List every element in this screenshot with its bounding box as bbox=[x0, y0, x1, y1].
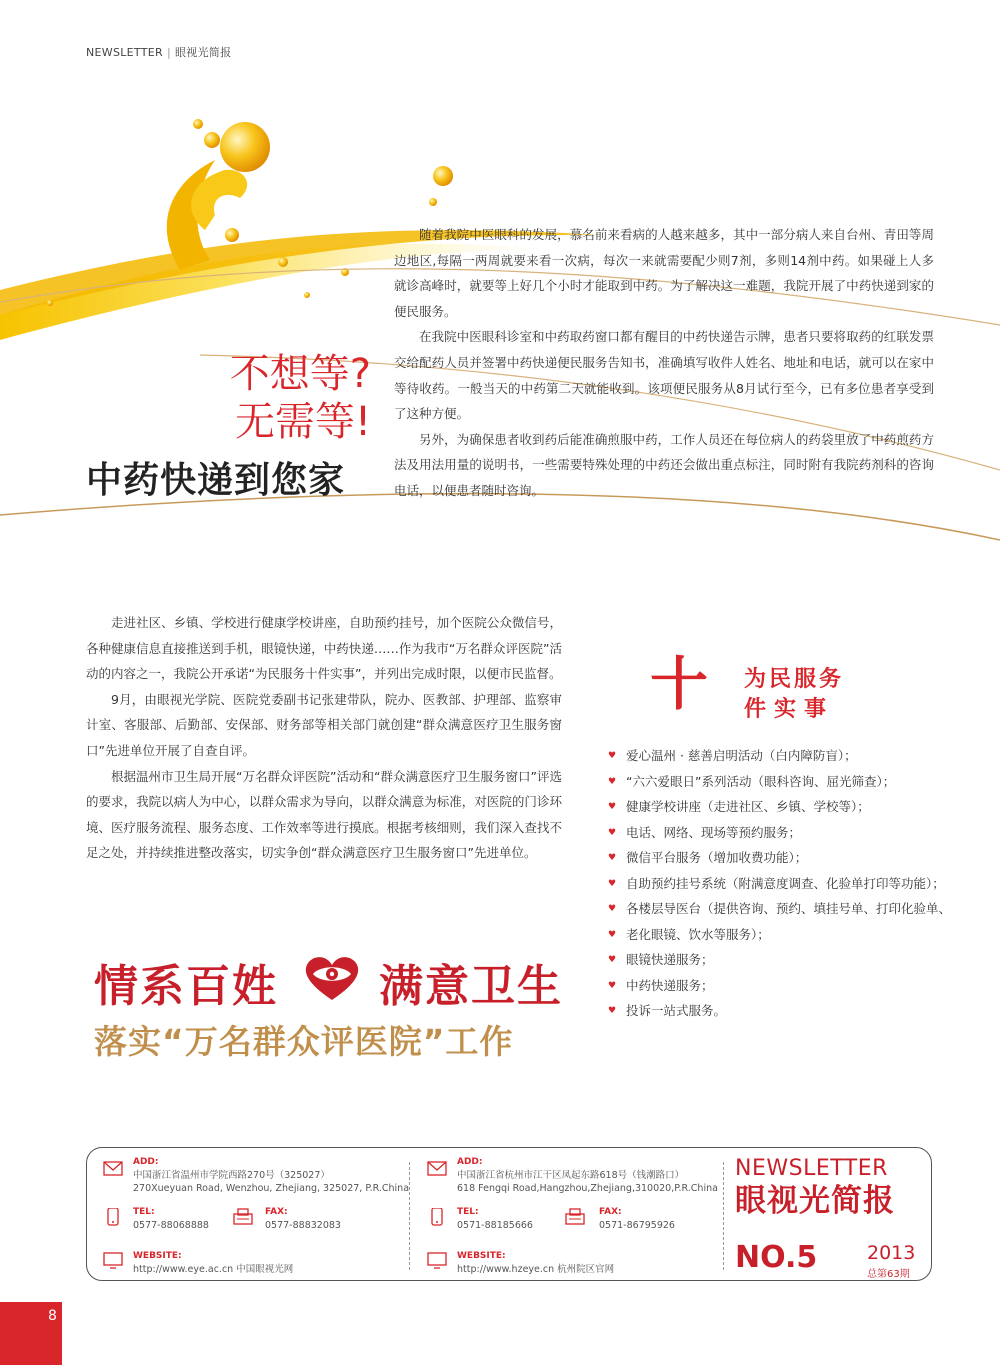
ten-title-line-1: 为民服务 bbox=[744, 667, 845, 692]
ten-title-line-2: 件实事 bbox=[744, 697, 835, 722]
paragraph: 根据温州市卫生局开展“万名群众评医院”活动和“群众满意医疗卫生服务窗口”评选的要求，我院以病人为中心，以群众需求为导向，以群众满意为标准，对医院的门诊环境、医疗服务流程、服务态度、工作效率等进行摸底。根据考核细则，我们深入查找不足之处，并持续推进整改落实，切实争创“群众满意医疗卫生服务窗口”先进单位。 bbox=[86, 768, 562, 861]
paragraph: 9月，由眼视光学院、医院党委副书记张建带队，院办、医教部、护理部、监察审计室、客服部、后勤部、安保部、财务部等相关部门就创建“群众满意医疗卫生服务窗口”先进单位开展了自查自评。 bbox=[86, 691, 562, 758]
heart-bullet-icon: ♥ bbox=[608, 827, 617, 838]
headline-title: 中药快递到您家 bbox=[86, 460, 346, 501]
heart-bullet-icon: ♥ bbox=[608, 904, 617, 914]
running-header bbox=[86, 44, 231, 60]
heart-eye-icon bbox=[302, 954, 362, 1002]
list-item: ♥ 老化眼镜、饮水等服务）； bbox=[608, 924, 968, 950]
ten-services-title bbox=[650, 650, 910, 722]
ten-services-list bbox=[608, 745, 968, 1026]
envelope-icon bbox=[427, 1160, 447, 1178]
paragraph: 随着我院中医眼科的发展，慕名前来看病的人越来越多，其中一部分病人来自台州、青田等周边地区,每隔一两周就要来看一次病，每次一来就需要配少则7剂，多则14剂中药。如果碰上人多就诊高峰时，就要等上好几个小时才能取到中药。为了解决这一难题，我院开展了中药快递到家的便民服务。 bbox=[394, 227, 934, 319]
monitor-icon bbox=[427, 1252, 447, 1270]
header-separator: | bbox=[166, 46, 171, 59]
heart-bullet-icon: ♥ bbox=[608, 776, 617, 787]
contact-footer bbox=[86, 1147, 932, 1281]
footer-website: WEBSITE: http://www.eye.ac.cn 中国眼视光网 bbox=[133, 1251, 294, 1275]
footer-fax: FAX: 0577-88832083 bbox=[265, 1207, 341, 1231]
header-title: 眼视光简报 bbox=[174, 46, 232, 59]
headline-block bbox=[86, 350, 386, 503]
article-herbal-delivery bbox=[394, 222, 934, 504]
banner-subtitle: 落实“万名群众评医院”工作 bbox=[94, 1022, 514, 1061]
brand-title: 眼视光简报 bbox=[735, 1183, 895, 1219]
footer-hangzhou-contacts bbox=[423, 1148, 723, 1282]
list-item: ♥ 眼镜快递服务； bbox=[608, 949, 968, 975]
list-item: ♥ “六六爱眼日”系列活动（眼科咨询、屈光筛查）； bbox=[608, 771, 968, 797]
list-item: ♥ 投诉一站式服务。 bbox=[608, 1000, 968, 1026]
headline-question-2: 无需等! bbox=[234, 399, 371, 445]
heart-bullet-icon: ♥ bbox=[608, 1006, 617, 1016]
footer-wenzhou-contacts bbox=[99, 1148, 409, 1282]
list-item: ♥ 中药快递服务； bbox=[608, 975, 968, 1001]
paragraph: 在我院中医眼科诊室和中药取药窗口都有醒目的中药快递告示牌，患者只要将取药的红联发票交给配药人员并签署中药快递便民服务告知书，准确填写收件人姓名、地址和电话，就可以在家中等待收药。一般当天的中药第二天就能收到。该项便民服务从8月试行至今，已有多位患者享受到了这种方便。 bbox=[394, 329, 934, 422]
fax-icon bbox=[233, 1208, 253, 1226]
heart-bullet-icon: ♥ bbox=[608, 955, 617, 965]
heart-bullet-icon: ♥ bbox=[608, 878, 617, 889]
envelope-icon bbox=[103, 1160, 123, 1178]
header-newsletter: NEWSLETTER bbox=[86, 46, 163, 59]
banner-right-text: 满意卫生 bbox=[379, 961, 563, 1012]
heart-bullet-icon: ♥ bbox=[608, 980, 617, 991]
heart-bullet-icon: ♥ bbox=[608, 751, 617, 761]
list-item: ♥ 自助预约挂号系统（附满意度调查、化验单打印等功能）； bbox=[608, 873, 968, 899]
ten-character: 十 bbox=[650, 650, 709, 718]
heart-bullet-icon: ♥ bbox=[608, 802, 617, 812]
article-service-window bbox=[86, 610, 562, 866]
list-item: ♥ 微信平台服务（增加收费功能）； bbox=[608, 847, 968, 873]
list-item: ♥ 各楼层导医台（提供咨询、预约、填挂号单、打印化验单、 bbox=[608, 898, 968, 924]
footer-address: ADD: 中国浙江省温州市学院西路270号（325027） 270Xueyuan Road, Wenzhou, Zhejiang, 325027, P.R.China bbox=[133, 1157, 410, 1194]
phone-icon bbox=[427, 1208, 447, 1226]
footer-website: WEBSITE: http://www.hzeye.cn 杭州院区官网 bbox=[457, 1251, 615, 1275]
monitor-icon bbox=[103, 1252, 123, 1270]
brand-newsletter: NEWSLETTER bbox=[735, 1156, 888, 1181]
phone-icon bbox=[103, 1208, 123, 1226]
page-number: 8 bbox=[0, 1302, 62, 1365]
issue-total: 总第63期 bbox=[867, 1269, 910, 1280]
list-item: ♥ 电话、网络、现场等预约服务； bbox=[608, 822, 968, 848]
footer-address: ADD: 中国浙江省杭州市江干区凤起东路618号（钱潮路口） 618 Fengqi Road,Hangzhou,Zhejiang,310020,P.R.China bbox=[457, 1157, 718, 1194]
footer-telephone: TEL: 0571-88185666 bbox=[457, 1207, 533, 1231]
paragraph: 走进社区、乡镇、学校进行健康学校讲座，自助预约挂号，加个医院公众微信号，各种健康信息直接推送到手机，眼镜快递，中药快递……作为我市“万名群众评医院”活动的内容之一，我院公开承诺“为民服务十件实事”，并列出完成时限，以便市民监督。 bbox=[86, 615, 562, 682]
issue-year: 2013 bbox=[867, 1242, 916, 1264]
banner-left-text: 情系百姓 bbox=[94, 961, 278, 1012]
issue-number: NO.5 bbox=[735, 1240, 818, 1275]
list-item: ♥ 爱心温州 · 慈善启明活动（白内障防盲）； bbox=[608, 745, 968, 771]
footer-telephone: TEL: 0577-88068888 bbox=[133, 1207, 209, 1231]
paragraph: 另外，为确保患者收到药后能准确煎服中药，工作人员还在每位病人的药袋里放了中药煎药方法及用法用量的说明书，一些需要特殊处理的中药还会做出重点标注，同时附有我院药剂科的咨询电话，以便患者随时咨询。 bbox=[394, 431, 934, 498]
newsletter-brand bbox=[735, 1156, 925, 1280]
footer-fax: FAX: 0571-86795926 bbox=[599, 1207, 675, 1231]
heart-bullet-icon: ♥ bbox=[608, 853, 617, 863]
fax-icon bbox=[565, 1208, 585, 1226]
banner-heading bbox=[94, 950, 617, 1061]
heart-bullet-icon: ♥ bbox=[608, 929, 617, 940]
headline-question-1: 不想等? bbox=[229, 351, 371, 397]
list-item: ♥ 健康学校讲座（走进社区、乡镇、学校等）； bbox=[608, 796, 968, 822]
